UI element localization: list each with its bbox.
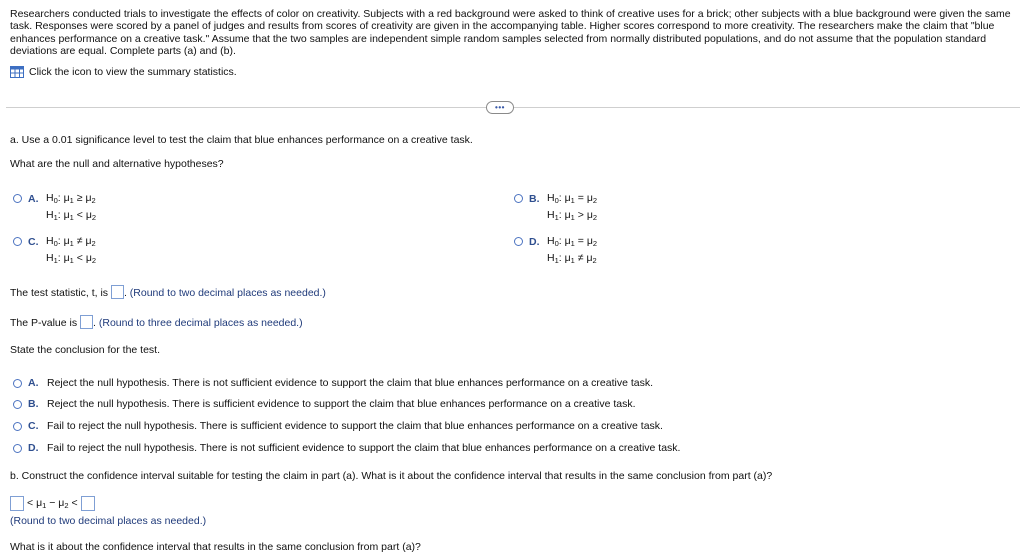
conclusion-prompt: State the conclusion for the test. (10, 344, 161, 356)
ci-lower-input[interactable] (10, 496, 24, 511)
hypothesis-option-c[interactable] (13, 236, 96, 268)
hypothesis-option-b[interactable] (514, 193, 597, 225)
summary-stats-link[interactable] (10, 66, 237, 78)
pvalue-label: The P-value is (10, 317, 78, 329)
hypothesis-pair: $H_0$: $\mu_1 \ne \mu_2$ $H_1$: $\mu_1 < \mu_2$ (46, 235, 97, 265)
hypothesis-pair: $H_0$: $\mu_1 \ge \mu_2$ $H_1$: $\mu_1 < \mu_2$ (46, 192, 97, 222)
conclusion-text: Fail to reject the null hypothesis. There is sufficient evidence to support the claim that blue enhances performance on a creative task. (47, 420, 663, 432)
test-statistic-hint: (Round to two decimal places as needed.) (129, 287, 326, 299)
radio-button[interactable] (13, 379, 22, 388)
option-letter: A. (28, 193, 39, 205)
option-letter: B. (529, 193, 540, 205)
radio-button[interactable] (514, 237, 523, 246)
ci-expression: < $\mu_1 - \mu_2$ < (27, 497, 78, 510)
grid-icon[interactable] (10, 66, 24, 78)
option-letter: B. (28, 398, 39, 410)
option-letter: C. (28, 236, 39, 248)
expand-button[interactable] (486, 101, 514, 114)
part-b-question: b. Construct the confidence interval suitable for testing the claim in part (a). What is it about the confidence interval that results in the same conclusion from part (a)? (10, 470, 773, 482)
radio-button[interactable] (13, 422, 22, 431)
option-letter: D. (28, 442, 39, 454)
test-statistic-row: The test statistic, t, is . (Round to two decimal places as needed.) (10, 287, 326, 299)
test-statistic-input[interactable] (111, 285, 124, 299)
hypothesis-option-d[interactable] (514, 236, 597, 268)
conclusion-option-a[interactable] (13, 377, 653, 389)
conclusion-option-b[interactable] (13, 398, 636, 410)
ci-hint: (Round to two decimal places as needed.) (10, 515, 207, 527)
hypothesis-pair: $H_0$: $\mu_1 = \mu_2$ $H_1$: $\mu_1 \ne \mu_2$ (547, 235, 598, 265)
radio-button[interactable] (13, 237, 22, 246)
conclusion-text: Reject the null hypothesis. There is sufficient evidence to support the claim that blue enhances performance on a creative task. (47, 398, 636, 410)
conclusion-text: Reject the null hypothesis. There is not sufficient evidence to support the claim that blue enhances performance on a creative task. (47, 377, 654, 389)
intro-paragraph: Researchers conducted trials to investigate the effects of color on creativity. Subjects with a red background were asked to think of creative uses for a brick; other subjects with a blue background were given the same task. Responses were scored by a panel of judges and results from scores of creativity are given in the accompanying table. Higher scores correspond to more creativity. The researchers make the claim that "blue enhances performance on a creative task." Assume that the two samples are independent simple random samples selected from normally distributed populations, and do not assume that the population standard deviations are equal. Complete parts (a) and (b). (10, 8, 1011, 58)
pvalue-hint: (Round to three decimal places as needed.) (98, 317, 303, 329)
radio-button[interactable] (13, 444, 22, 453)
confidence-interval-row (10, 496, 95, 511)
problem-statement (10, 8, 1016, 58)
pvalue-row: The P-value is . (Round to three decimal places as needed.) (10, 317, 303, 329)
hypotheses-question: What are the null and alternative hypotheses? (10, 158, 224, 170)
ci-followup-question: What is it about the confidence interval that results in the same conclusion from part (a)? (10, 541, 421, 553)
hypothesis-pair: $H_0$: $\mu_1 = \mu_2$ $H_1$: $\mu_1 > \mu_2$ (547, 192, 598, 222)
conclusion-option-d[interactable] (13, 442, 680, 454)
pvalue-input[interactable] (80, 315, 93, 329)
test-statistic-label: The test statistic, t, is (10, 287, 109, 299)
radio-button[interactable] (13, 400, 22, 409)
radio-button[interactable] (514, 194, 523, 203)
part-a-question: a. Use a 0.01 significance level to test the claim that blue enhances performance on a creative task. (10, 134, 473, 146)
conclusion-option-c[interactable] (13, 420, 663, 432)
radio-button[interactable] (13, 194, 22, 203)
ci-upper-input[interactable] (81, 496, 95, 511)
option-letter: A. (28, 377, 39, 389)
option-letter: D. (529, 236, 540, 248)
conclusion-text: Fail to reject the null hypothesis. There is not sufficient evidence to support the claim that blue enhances performance on a creative task. (47, 442, 681, 454)
option-letter: C. (28, 420, 39, 432)
hypothesis-option-a[interactable] (13, 193, 96, 225)
summary-stats-link-text[interactable]: Click the icon to view the summary statistics. (29, 66, 237, 78)
ellipsis-icon: ••• (495, 102, 505, 112)
